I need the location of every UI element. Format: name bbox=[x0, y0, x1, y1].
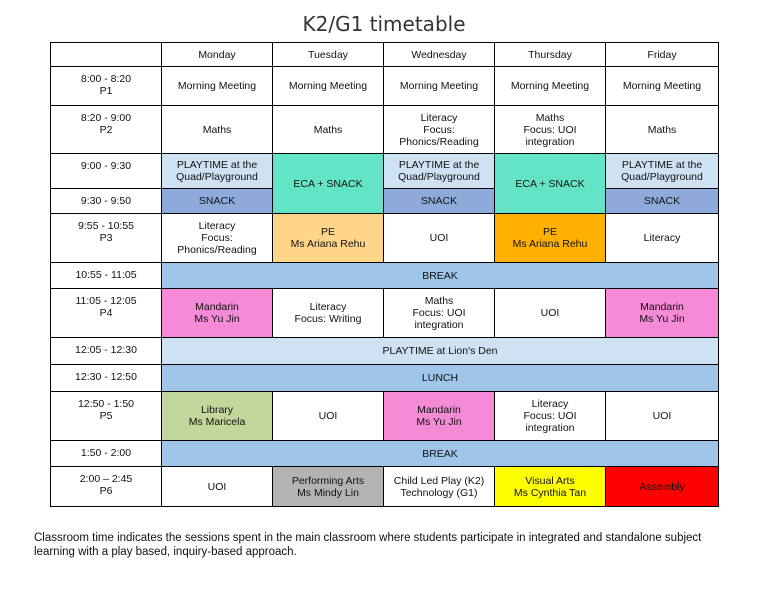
lesson-cell: UOI bbox=[162, 467, 273, 507]
corner-cell bbox=[51, 43, 162, 67]
playtime-cell: PLAYTIME at the Quad/Playground bbox=[384, 154, 495, 189]
mandarin-cell: Mandarin Ms Yu Jin bbox=[384, 392, 495, 441]
break-cell: BREAK bbox=[162, 441, 719, 467]
mandarin-cell: Mandarin Ms Yu Jin bbox=[606, 289, 719, 338]
lesson-cell: Literacy bbox=[606, 214, 719, 263]
table-row bbox=[51, 154, 719, 189]
lesson-cell: Literacy Focus: UOI integration bbox=[495, 392, 606, 441]
time-cell: 12:50 - 1:50 P5 bbox=[51, 392, 162, 441]
time-cell: 12:30 - 12:50 bbox=[51, 365, 162, 392]
day-header: Friday bbox=[606, 43, 719, 67]
lesson-cell: UOI bbox=[495, 289, 606, 338]
timetable bbox=[50, 42, 719, 507]
assembly-cell: Assembly bbox=[606, 467, 719, 507]
table-row bbox=[51, 214, 719, 263]
pe-cell: PE Ms Ariana Rehu bbox=[495, 214, 606, 263]
lesson-cell: Morning Meeting bbox=[606, 67, 719, 106]
playtime-cell: PLAYTIME at the Quad/Playground bbox=[162, 154, 273, 189]
day-header: Thursday bbox=[495, 43, 606, 67]
lesson-cell: Literacy Focus: Writing bbox=[273, 289, 384, 338]
table-row bbox=[51, 106, 719, 154]
snack-cell: SNACK bbox=[606, 189, 719, 214]
playtime-cell: PLAYTIME at the Quad/Playground bbox=[606, 154, 719, 189]
time-cell: 9:00 - 9:30 bbox=[51, 154, 162, 189]
lesson-cell: Morning Meeting bbox=[273, 67, 384, 106]
table-row bbox=[51, 441, 719, 467]
snack-cell: SNACK bbox=[162, 189, 273, 214]
visual-arts-cell: Visual Arts Ms Cynthia Tan bbox=[495, 467, 606, 507]
time-cell: 2:00 – 2:45 P6 bbox=[51, 467, 162, 507]
eca-snack-cell: ECA + SNACK bbox=[495, 154, 606, 214]
snack-cell: SNACK bbox=[384, 189, 495, 214]
time-cell: 12:05 - 12:30 bbox=[51, 338, 162, 365]
lesson-cell: UOI bbox=[273, 392, 384, 441]
time-cell: 11:05 - 12:05 P4 bbox=[51, 289, 162, 338]
lesson-cell: UOI bbox=[606, 392, 719, 441]
performing-arts-cell: Performing Arts Ms Mindy Lin bbox=[273, 467, 384, 507]
playtime-lions-den-cell: PLAYTIME at Lion's Den bbox=[162, 338, 719, 365]
table-row bbox=[51, 189, 719, 214]
table-row bbox=[51, 392, 719, 441]
lesson-cell: UOI bbox=[384, 214, 495, 263]
table-row bbox=[51, 365, 719, 392]
lesson-cell: Literacy Focus: Phonics/Reading bbox=[162, 214, 273, 263]
time-cell: 10:55 - 11:05 bbox=[51, 263, 162, 289]
table-row bbox=[51, 263, 719, 289]
eca-snack-cell: ECA + SNACK bbox=[273, 154, 384, 214]
lesson-cell: Maths Focus: UOI integration bbox=[495, 106, 606, 154]
table-row bbox=[51, 467, 719, 507]
break-cell: BREAK bbox=[162, 263, 719, 289]
table-row bbox=[51, 67, 719, 106]
day-header: Tuesday bbox=[273, 43, 384, 67]
time-cell: 1:50 - 2:00 bbox=[51, 441, 162, 467]
library-cell: Library Ms Maricela bbox=[162, 392, 273, 441]
lesson-cell: Morning Meeting bbox=[495, 67, 606, 106]
lesson-cell: Morning Meeting bbox=[384, 67, 495, 106]
footnote: Classroom time indicates the sessions spent in the main classroom where students participate in integrated and standalone subject learning with a play based, inquiry-based approach. bbox=[34, 532, 702, 558]
day-header: Wednesday bbox=[384, 43, 495, 67]
day-header: Monday bbox=[162, 43, 273, 67]
header-row bbox=[51, 43, 719, 67]
table-row bbox=[51, 289, 719, 338]
lesson-cell: Maths Focus: UOI integration bbox=[384, 289, 495, 338]
lesson-cell: Morning Meeting bbox=[162, 67, 273, 106]
time-cell: 9:55 - 10:55 P3 bbox=[51, 214, 162, 263]
lesson-cell: Literacy Focus: Phonics/Reading bbox=[384, 106, 495, 154]
table-row bbox=[51, 338, 719, 365]
lesson-cell: Maths bbox=[162, 106, 273, 154]
pe-cell: PE Ms Ariana Rehu bbox=[273, 214, 384, 263]
time-cell: 8:00 - 8:20 P1 bbox=[51, 67, 162, 106]
lesson-cell: Child Led Play (K2) Technology (G1) bbox=[384, 467, 495, 507]
time-cell: 8:20 - 9:00 P2 bbox=[51, 106, 162, 154]
lunch-cell: LUNCH bbox=[162, 365, 719, 392]
lesson-cell: Maths bbox=[606, 106, 719, 154]
mandarin-cell: Mandarin Ms Yu Jin bbox=[162, 289, 273, 338]
time-cell: 9:30 - 9:50 bbox=[51, 189, 162, 214]
lesson-cell: Maths bbox=[273, 106, 384, 154]
page-title: K2/G1 timetable bbox=[302, 12, 466, 36]
